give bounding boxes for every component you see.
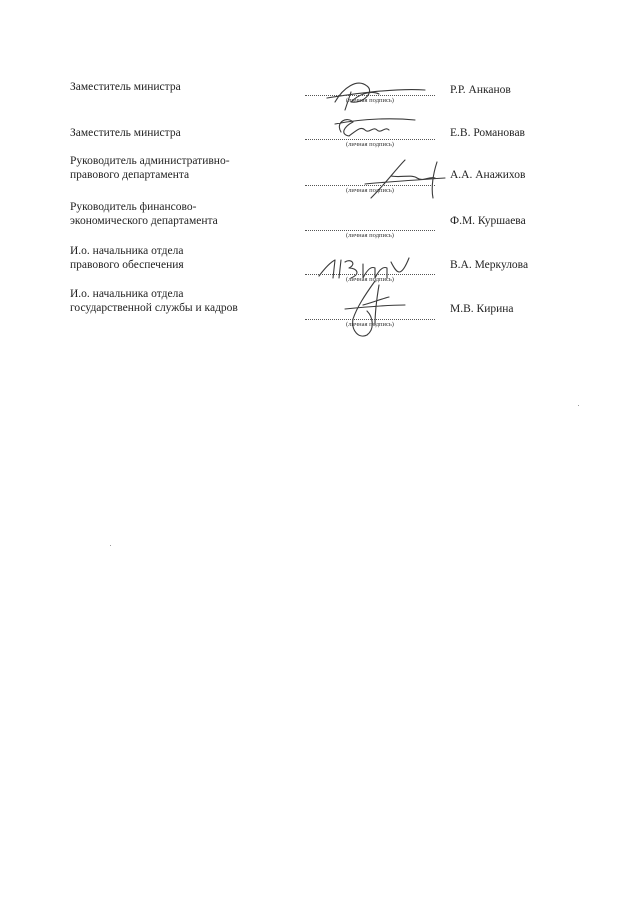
signer-name: Е.В. Романовав <box>450 127 525 139</box>
signature-line <box>305 95 435 96</box>
signature-caption: (личная подпись) <box>346 187 394 194</box>
position-line: И.о. начальника отдела <box>70 245 184 257</box>
handwritten-signature <box>305 277 445 347</box>
signatory-position <box>70 287 300 315</box>
signer-name: М.В. Кирина <box>450 303 514 315</box>
position-line: Заместитель министра <box>70 127 181 139</box>
signatory-position <box>70 154 300 182</box>
signature-line <box>305 319 435 320</box>
signatory-position <box>70 126 300 140</box>
signatory-row-4 <box>0 200 640 244</box>
position-line: государственной службы и кадров <box>70 302 238 314</box>
signatory-row-3 <box>0 154 640 198</box>
position-line: Руководитель финансово- <box>70 201 197 213</box>
signature-caption: (личная подпись) <box>346 232 394 239</box>
scan-speck <box>110 545 111 546</box>
signature-caption: (личная подпись) <box>346 321 394 328</box>
position-line: Заместитель министра <box>70 81 181 93</box>
position-line: Руководитель административно- <box>70 155 230 167</box>
signatory-position <box>70 80 300 94</box>
signer-name: Р.Р. Анканов <box>450 84 511 96</box>
handwritten-signature <box>305 154 465 204</box>
scan-speck <box>578 405 579 406</box>
signature-line <box>305 139 435 140</box>
handwritten-signature <box>305 112 445 142</box>
signer-name: Ф.М. Куршаева <box>450 215 526 227</box>
signature-line <box>305 274 435 275</box>
signature-block <box>305 287 440 331</box>
position-line: правового департамента <box>70 169 190 181</box>
signature-caption: (личная подпись) <box>346 276 394 283</box>
signature-caption: (личная подпись) <box>346 141 394 148</box>
signature-block <box>305 154 440 198</box>
signer-name: А.А. Анажихов <box>450 169 526 181</box>
signatory-row-6 <box>0 287 640 331</box>
position-line: И.о. начальника отдела <box>70 288 184 300</box>
signature-line <box>305 230 435 231</box>
position-line: экономического департамента <box>70 215 218 227</box>
signatory-position <box>70 244 300 272</box>
signatory-position <box>70 200 300 228</box>
signature-caption: (личная подпись) <box>346 97 394 104</box>
signature-line <box>305 185 435 186</box>
signer-name: В.А. Меркулова <box>450 259 529 271</box>
position-line: правового обеспечения <box>70 259 184 271</box>
signature-block <box>305 200 440 244</box>
